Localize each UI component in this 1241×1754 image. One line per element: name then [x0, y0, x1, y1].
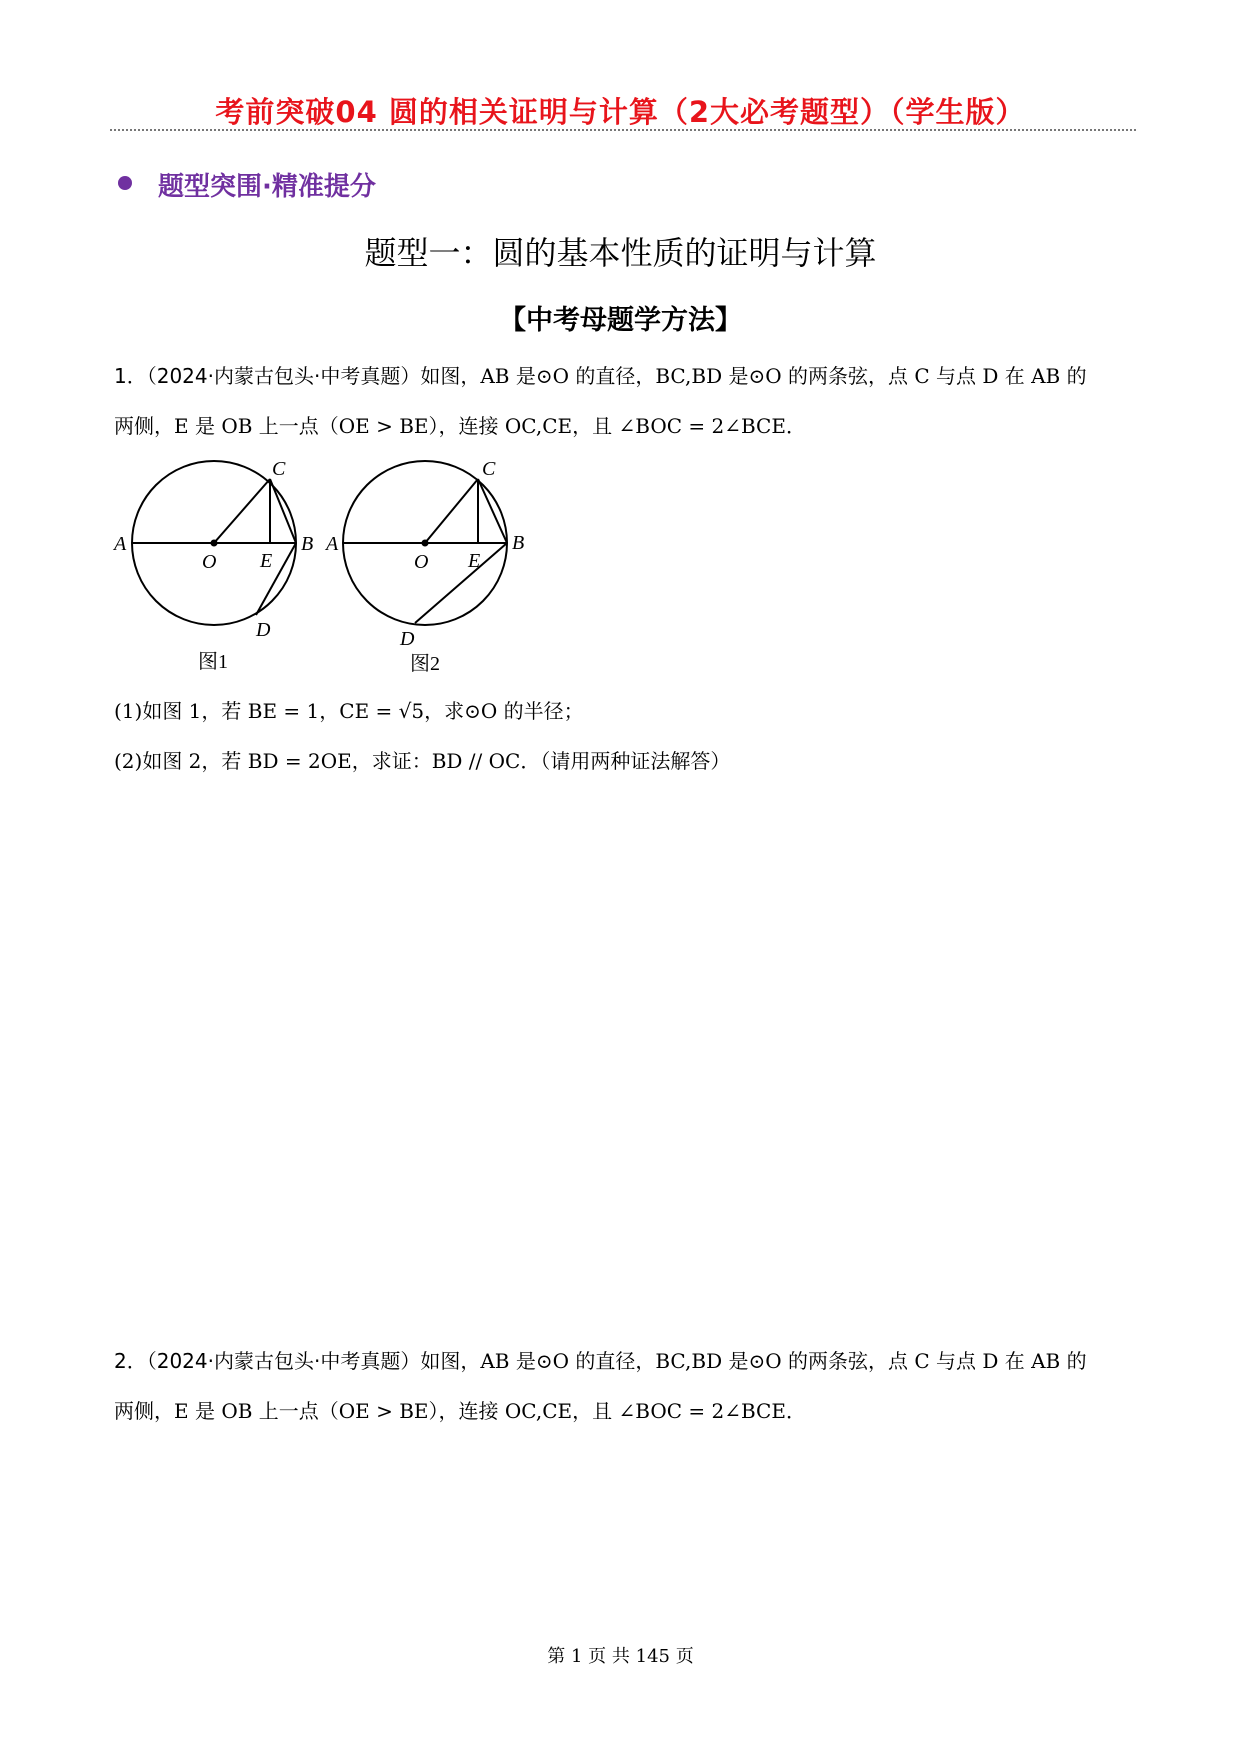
topic-heading: 题型一：圆的基本性质的证明与计算 [364, 234, 877, 272]
q1-line1 [114, 360, 1134, 389]
segment-oc-fig2 [425, 479, 478, 543]
topic-subheading: 【中考母题学方法】 [499, 305, 742, 336]
q1-line1-text: 如图，AB 是⊙O 的直径，BC,BD 是⊙O 的两条弦，点 C 与点 D 在 AB 的 [420, 364, 1087, 388]
center-dot-fig2 [422, 540, 429, 547]
center-dot-fig1 [211, 540, 218, 547]
figure-1 [112, 458, 313, 673]
segment-oc-fig1 [214, 479, 270, 543]
label-d-fig2: D [400, 628, 415, 650]
chord-bd-fig2 [415, 543, 507, 623]
q1-part1: (1)如图 1，若 BE = 1，CE = √5，求⊙O 的半径； [114, 699, 584, 723]
label-o-fig2: O [414, 551, 429, 573]
label-a-fig1: A [114, 533, 127, 555]
title-divider [110, 129, 1136, 131]
label-o-fig1: O [202, 551, 217, 573]
document-title: 考前突破04 圆的相关证明与计算（2大必考题型）（学生版） [215, 95, 1026, 129]
figure-row [110, 450, 550, 680]
q2-line1-text: 如图，AB 是⊙O 的直径，BC,BD 是⊙O 的两条弦，点 C 与点 D 在 AB 的 [420, 1349, 1087, 1373]
q2-number: 2． [114, 1349, 147, 1373]
label-e-fig1: E [260, 550, 273, 572]
q2-line1 [114, 1345, 1134, 1374]
label-a-fig2: A [326, 533, 339, 555]
q1-number: 1． [114, 364, 147, 388]
label-e-fig2: E [468, 550, 481, 572]
label-b-fig1: B [301, 533, 314, 555]
caption-fig2: 图2 [410, 653, 440, 675]
section-label: 题型突围·精准提分 [158, 172, 376, 202]
chord-bc-fig2 [478, 479, 507, 543]
q2-line2: 两侧，E 是 OB 上一点（OE > BE），连接 OC,CE，且 ∠BOC = 2∠BCE． [114, 1399, 806, 1423]
label-c-fig1: C [272, 458, 286, 480]
q1-line2: 两侧，E 是 OB 上一点（OE > BE），连接 OC,CE，且 ∠BOC = 2∠BCE． [114, 414, 806, 438]
q1-source: （2024·内蒙古包头·中考真题） [146, 364, 421, 388]
page-footer: 第 1 页 共 145 页 [547, 1646, 694, 1667]
caption-fig1: 图1 [198, 651, 228, 673]
q2-source: （2024·内蒙古包头·中考真题） [146, 1349, 421, 1373]
label-d-fig1: D [256, 619, 271, 641]
label-b-fig2: B [512, 532, 525, 554]
label-c-fig2: C [482, 458, 496, 480]
q1-part2: (2)如图 2，若 BD = 2OE，求证：BD // OC．（请用两种证法解答） [114, 749, 731, 773]
chord-bc-fig1 [270, 479, 296, 543]
figure-2 [324, 458, 524, 675]
section-bullet-icon [118, 176, 132, 190]
